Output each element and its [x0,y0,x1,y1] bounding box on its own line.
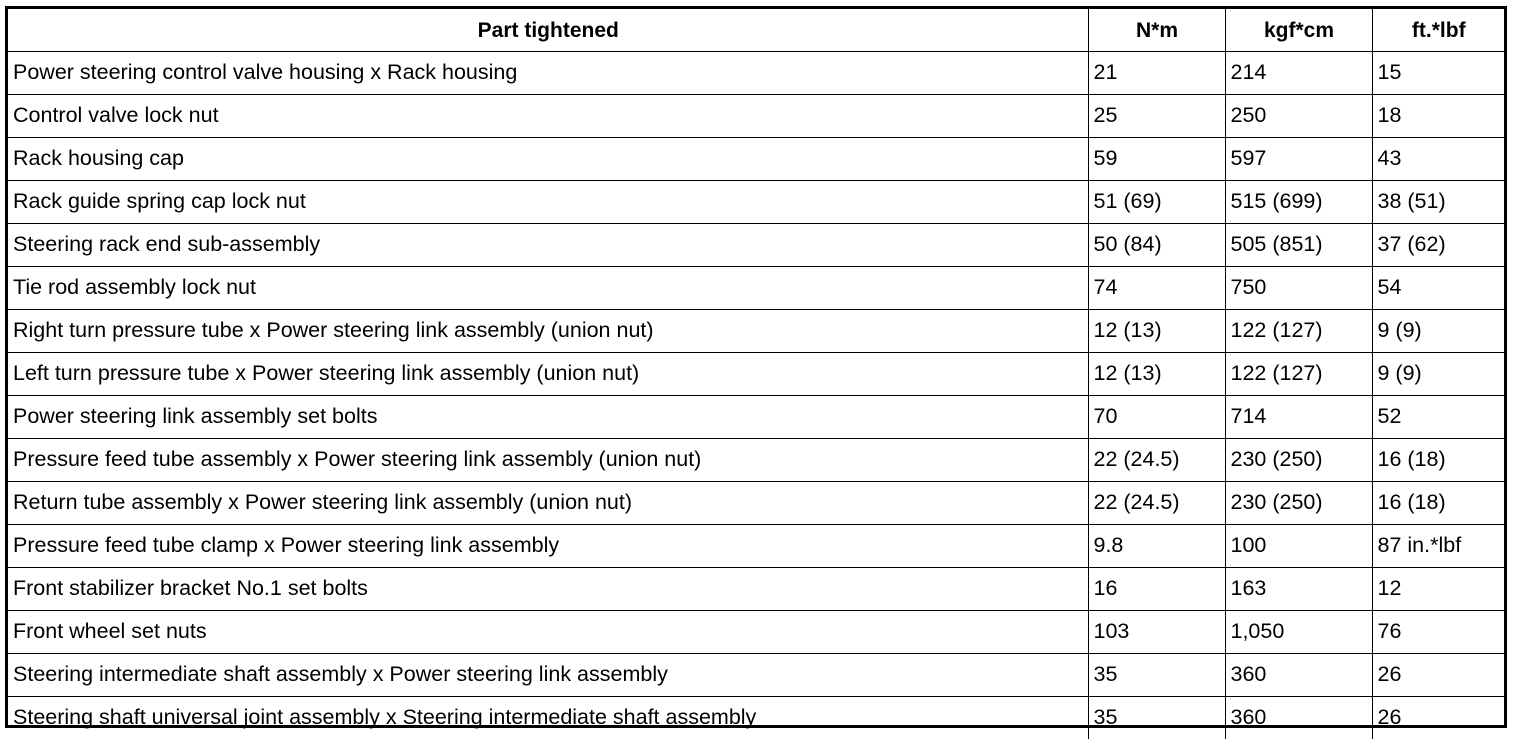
cell-part-tightened: Front wheel set nuts [8,611,1088,654]
table-row [8,568,1504,611]
cell-ft-lbf: 15 [1372,52,1504,95]
cell-newton-meters: 35 [1088,654,1225,697]
table-row [8,439,1504,482]
cell-part-tightened: Rack housing cap [8,138,1088,181]
cell-part-tightened: Right turn pressure tube x Power steering link assembly (union nut) [8,310,1088,353]
cell-newton-meters: 50 (84) [1088,224,1225,267]
cell-part-tightened: Tie rod assembly lock nut [8,267,1088,310]
cell-kgf-cm: 750 [1225,267,1372,310]
cell-kgf-cm: 1,050 [1225,611,1372,654]
cell-ft-lbf: 16 (18) [1372,482,1504,525]
cell-newton-meters: 74 [1088,267,1225,310]
table-row [8,611,1504,654]
cell-kgf-cm: 714 [1225,396,1372,439]
table-row [8,396,1504,439]
cell-newton-meters: 70 [1088,396,1225,439]
cell-ft-lbf: 52 [1372,396,1504,439]
cell-kgf-cm: 214 [1225,52,1372,95]
cell-kgf-cm: 597 [1225,138,1372,181]
cell-part-tightened: Pressure feed tube clamp x Power steering link assembly [8,525,1088,568]
cell-part-tightened: Steering rack end sub-assembly [8,224,1088,267]
torque-spec-table-frame [5,6,1507,728]
table-row [8,353,1504,396]
cell-ft-lbf: 26 [1372,697,1504,739]
cell-part-tightened: Left turn pressure tube x Power steering link assembly (union nut) [8,353,1088,396]
cell-kgf-cm: 360 [1225,697,1372,739]
cell-ft-lbf: 9 (9) [1372,310,1504,353]
cell-part-tightened: Power steering control valve housing x Rack housing [8,52,1088,95]
cell-kgf-cm: 515 (699) [1225,181,1372,224]
header-ft-lbf: ft.*lbf [1372,9,1504,52]
table-row [8,95,1504,138]
header-kgf-cm: kgf*cm [1225,9,1372,52]
cell-newton-meters: 51 (69) [1088,181,1225,224]
cell-part-tightened: Front stabilizer bracket No.1 set bolts [8,568,1088,611]
cell-ft-lbf: 43 [1372,138,1504,181]
cell-newton-meters: 12 (13) [1088,353,1225,396]
cell-ft-lbf: 76 [1372,611,1504,654]
cell-newton-meters: 22 (24.5) [1088,482,1225,525]
table-row [8,181,1504,224]
table-row [8,482,1504,525]
cell-newton-meters: 25 [1088,95,1225,138]
cell-part-tightened: Power steering link assembly set bolts [8,396,1088,439]
cell-part-tightened: Steering intermediate shaft assembly x Power steering link assembly [8,654,1088,697]
table-row [8,267,1504,310]
cell-ft-lbf: 54 [1372,267,1504,310]
table-row [8,654,1504,697]
header-part-tightened: Part tightened [8,9,1088,52]
table-row [8,224,1504,267]
cell-ft-lbf: 16 (18) [1372,439,1504,482]
header-newton-meters: N*m [1088,9,1225,52]
torque-spec-table [8,9,1504,739]
cell-part-tightened: Pressure feed tube assembly x Power steering link assembly (union nut) [8,439,1088,482]
cell-part-tightened: Return tube assembly x Power steering link assembly (union nut) [8,482,1088,525]
cell-kgf-cm: 122 (127) [1225,310,1372,353]
cell-kgf-cm: 230 (250) [1225,482,1372,525]
table-row [8,525,1504,568]
cell-ft-lbf: 26 [1372,654,1504,697]
cell-newton-meters: 35 [1088,697,1225,739]
cell-ft-lbf: 12 [1372,568,1504,611]
cell-newton-meters: 16 [1088,568,1225,611]
cell-part-tightened: Rack guide spring cap lock nut [8,181,1088,224]
cell-ft-lbf: 9 (9) [1372,353,1504,396]
cell-newton-meters: 59 [1088,138,1225,181]
cell-kgf-cm: 505 (851) [1225,224,1372,267]
table-row [8,138,1504,181]
cell-ft-lbf: 37 (62) [1372,224,1504,267]
table-header-row [8,9,1504,52]
cell-part-tightened: Steering shaft universal joint assembly x Steering intermediate shaft assembly [8,697,1088,739]
cell-part-tightened: Control valve lock nut [8,95,1088,138]
cell-kgf-cm: 122 (127) [1225,353,1372,396]
cell-ft-lbf: 38 (51) [1372,181,1504,224]
cell-kgf-cm: 163 [1225,568,1372,611]
cell-newton-meters: 22 (24.5) [1088,439,1225,482]
table-row [8,310,1504,353]
cell-newton-meters: 21 [1088,52,1225,95]
cell-newton-meters: 103 [1088,611,1225,654]
cell-kgf-cm: 100 [1225,525,1372,568]
cell-newton-meters: 9.8 [1088,525,1225,568]
cell-ft-lbf: 18 [1372,95,1504,138]
cell-kgf-cm: 230 (250) [1225,439,1372,482]
table-body [8,52,1504,739]
table-row [8,52,1504,95]
cell-kgf-cm: 360 [1225,654,1372,697]
cell-newton-meters: 12 (13) [1088,310,1225,353]
table-row [8,697,1504,739]
cell-ft-lbf: 87 in.*lbf [1372,525,1504,568]
cell-kgf-cm: 250 [1225,95,1372,138]
